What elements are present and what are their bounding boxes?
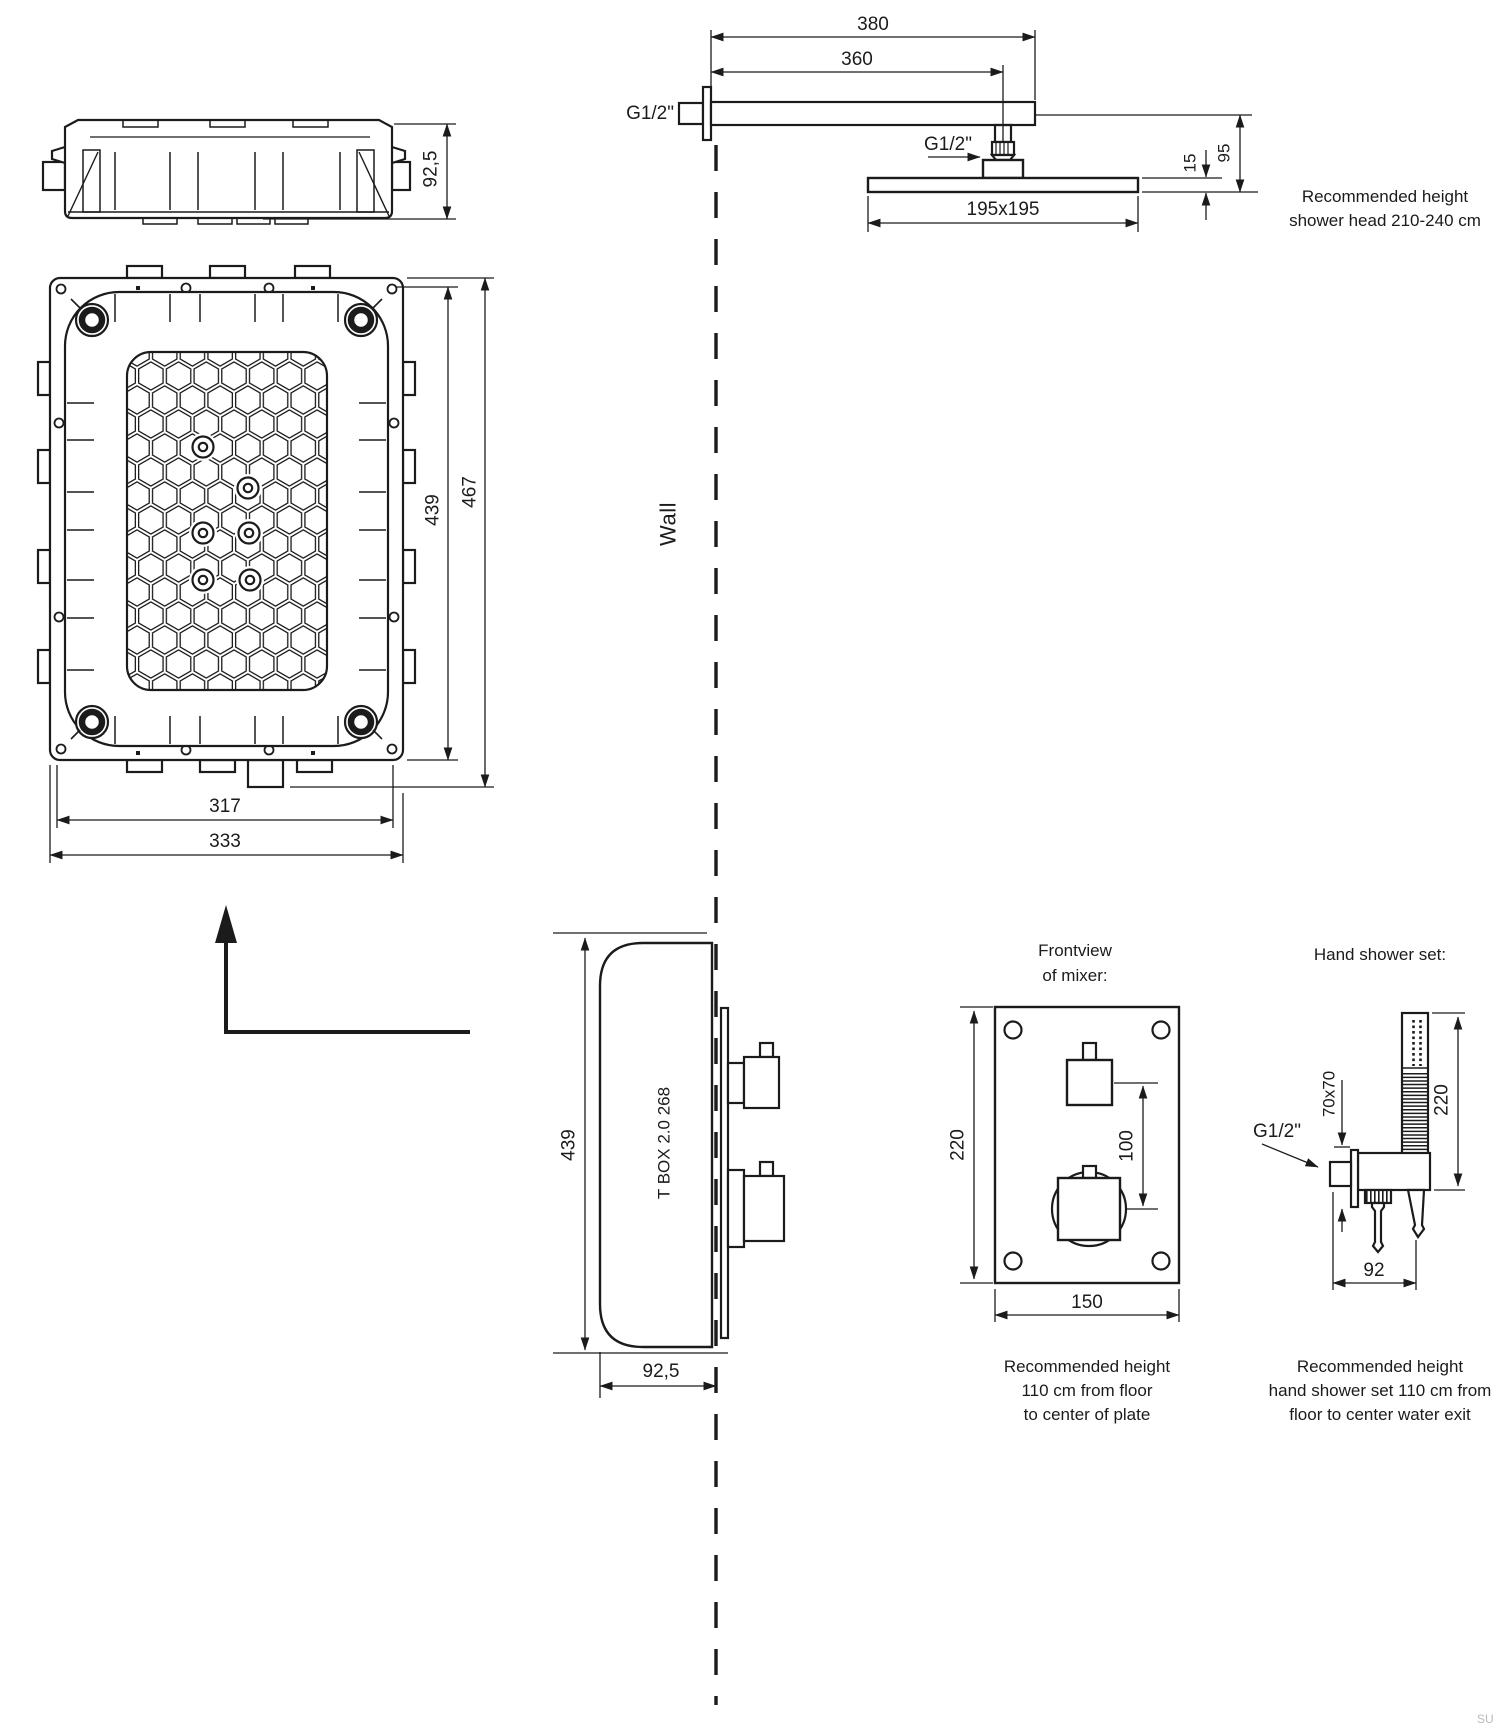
hand-note-line2: hand shower set 110 cm from	[1268, 1381, 1492, 1400]
wand-length-label: 220	[1431, 1084, 1453, 1116]
tbox-height-label: 439	[558, 1129, 580, 1161]
inner-height-label: 439	[422, 494, 444, 526]
side-depth-label: 92,5	[420, 150, 442, 188]
bolt	[345, 706, 377, 738]
water-inlet-fitting	[1330, 1162, 1351, 1186]
wall-label: Wall	[655, 502, 681, 546]
tbox-model-label: T BOX 2.0 268	[654, 1086, 674, 1200]
mixer-plate	[995, 1007, 1179, 1283]
mixer-spacing-label: 100	[1116, 1130, 1138, 1162]
arm-center-label: 360	[841, 49, 873, 70]
nozzle	[189, 519, 217, 547]
hand-offset-label: 92	[1363, 1260, 1385, 1281]
head-drop-label: 95	[1214, 143, 1234, 163]
bolt	[345, 304, 377, 336]
arm-wall-flange	[703, 87, 711, 140]
tbox-lower-knob	[728, 1162, 784, 1247]
direction-arrow	[215, 905, 470, 1032]
arm-length-label: 380	[857, 14, 889, 35]
head-size-label: 195x195	[966, 199, 1040, 220]
hand-shower-view	[1253, 945, 1491, 1424]
wand-holder-block	[1358, 1153, 1430, 1190]
outer-width-label: 333	[209, 831, 241, 852]
head-thread-label: G1/2"	[924, 134, 972, 155]
hand-shower-title: Hand shower set:	[1313, 945, 1447, 964]
side-tab-right	[392, 162, 410, 190]
honeycomb-spray-area	[127, 352, 327, 690]
housing-outline	[65, 120, 392, 218]
hose-stub	[1372, 1203, 1384, 1252]
mixer-lower-knob	[1052, 1166, 1126, 1246]
mixer-front-view	[948, 941, 1180, 1424]
nozzle	[235, 519, 263, 547]
shower-head-top-view	[38, 266, 494, 863]
side-tab-left	[43, 162, 65, 190]
mixer-height-label: 220	[947, 1129, 969, 1161]
tbox-side-view	[553, 933, 784, 1398]
hand-thread-label: G1/2"	[1253, 1121, 1301, 1142]
side-hook-left	[52, 147, 65, 163]
nozzle	[189, 433, 217, 461]
nozzle	[234, 474, 262, 502]
mixer-title-line1: Frontview	[1038, 941, 1112, 960]
bolt	[76, 304, 108, 336]
bolt	[76, 706, 108, 738]
side-hook-right	[392, 147, 405, 163]
shower-head-note-line1: Recommended height	[1301, 187, 1469, 206]
nozzle	[189, 566, 217, 594]
shower-arm	[711, 102, 1035, 125]
shower-head-side-view	[43, 120, 456, 224]
shower-head-note-line2: shower head 210-240 cm	[1289, 211, 1481, 230]
mixer-note-line2: 110 cm from floor	[1021, 1381, 1153, 1400]
nozzle	[236, 566, 264, 594]
tbox-upper-knob	[728, 1043, 779, 1108]
mixer-width-label: 150	[1071, 1292, 1103, 1313]
shower-arm-view	[626, 14, 1481, 232]
hand-note-line3: floor to center water exit	[1289, 1405, 1471, 1424]
mixer-note-line3: to center of plate	[1023, 1405, 1151, 1424]
outer-height-label: 467	[459, 476, 481, 508]
shower-head-plate	[868, 178, 1138, 192]
wand-outlet-stub	[1408, 1190, 1424, 1237]
mixer-note-line1: Recommended height	[1003, 1357, 1171, 1376]
wall-pipe-stub	[679, 103, 703, 124]
tbox-depth-label: 92,5	[642, 1361, 680, 1382]
escutcheon-size-label: 70x70	[1319, 1070, 1339, 1118]
head-thickness-label: 15	[1180, 153, 1200, 173]
watermark: SU	[1477, 1712, 1494, 1726]
hand-note-line1: Recommended height	[1296, 1357, 1464, 1376]
wall-thread-label: G1/2"	[626, 103, 674, 124]
inner-width-label: 317	[209, 796, 241, 817]
wall-line	[656, 145, 717, 1705]
mixer-title-line2: of mixer:	[1042, 966, 1108, 985]
